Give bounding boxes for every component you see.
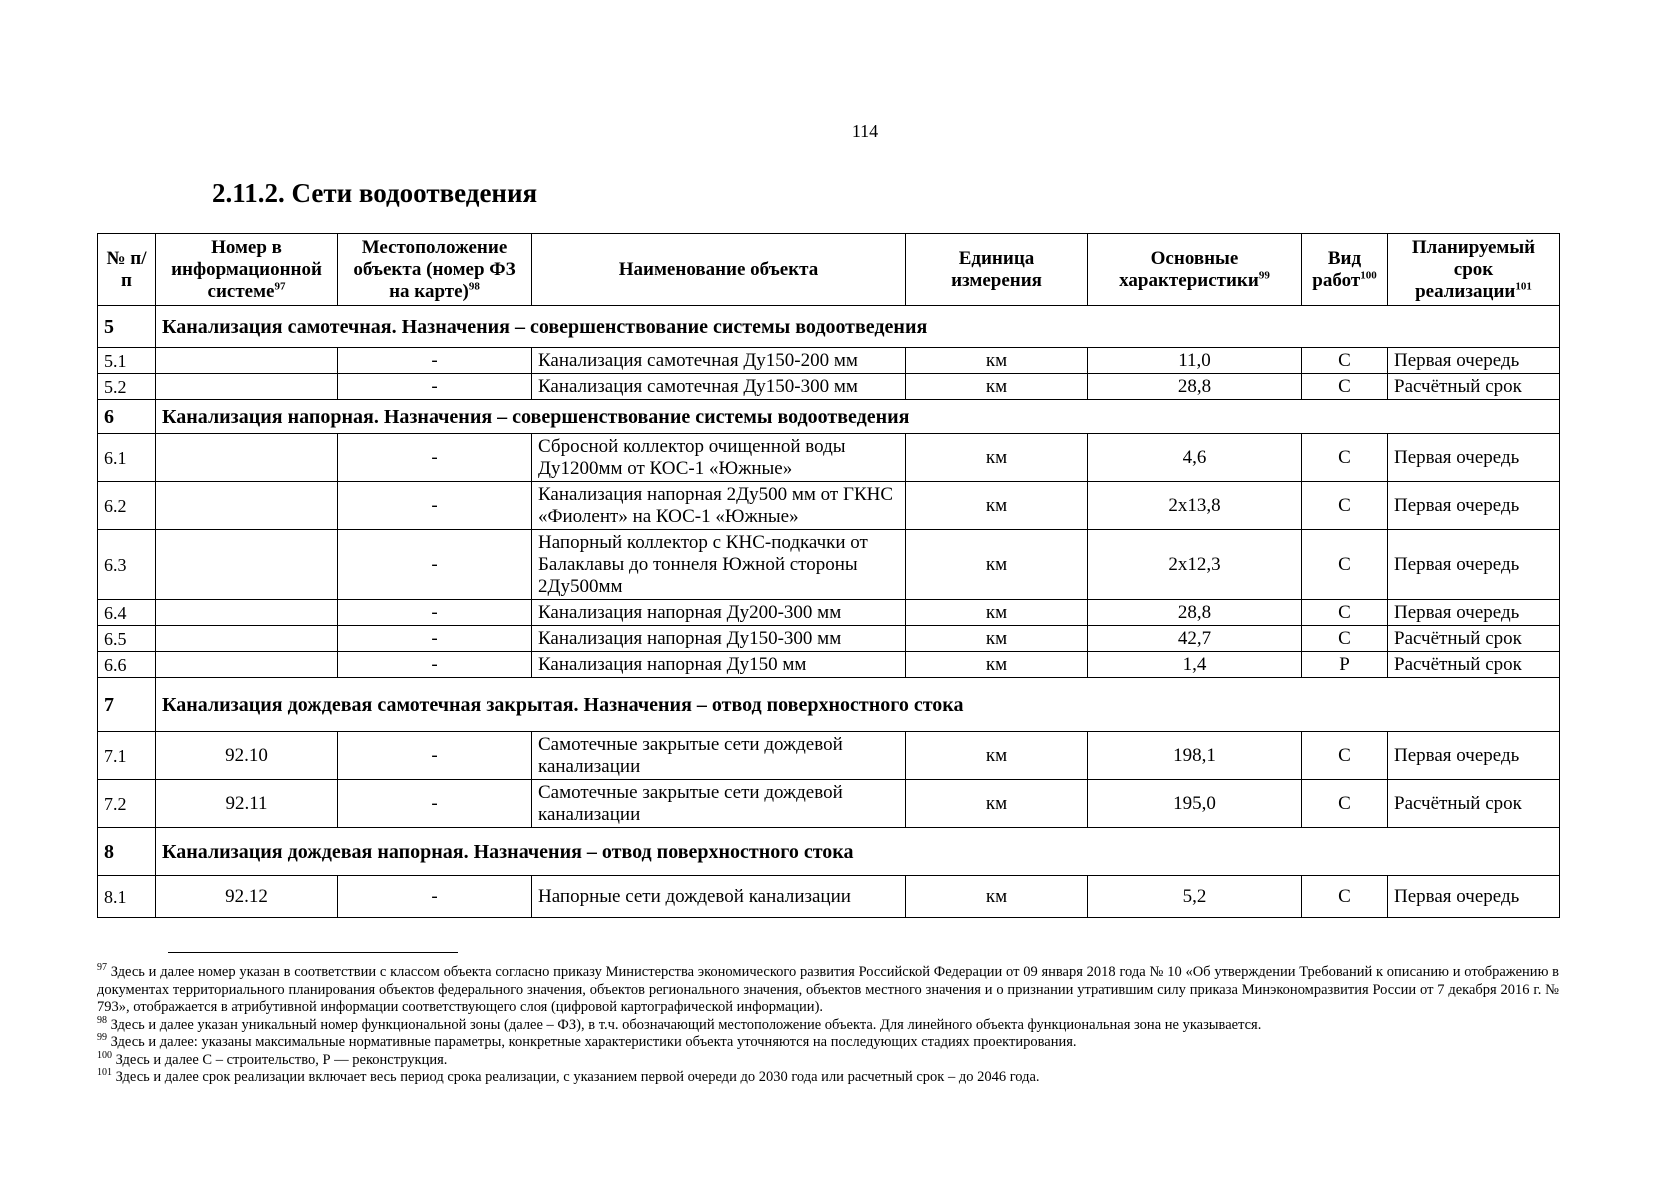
header-num: № п/п [98,234,156,306]
row-deadline: Первая очередь [1388,348,1560,374]
table-row [98,374,1560,400]
row-location: - [338,732,532,780]
row-location: - [338,482,532,530]
header-info-number: Номер в информационной системе$^{97}$ [156,234,338,306]
row-characteristics: 195,0 [1088,780,1302,828]
row-name: Самотечные закрытые сети дождевой канализации [532,732,906,780]
row-name: Канализация напорная Ду200-300 мм [532,600,906,626]
row-info: 92.10 [156,732,338,780]
row-location: - [338,530,532,600]
row-location: - [338,876,532,918]
row-name: Канализация напорная Ду150 мм [532,652,906,678]
row-info [156,348,338,374]
row-work-type: С [1302,434,1388,482]
row-unit: км [906,780,1088,828]
header-unit: Единица измерения [906,234,1088,306]
row-unit: км [906,626,1088,652]
table-row [98,348,1560,374]
row-unit: км [906,434,1088,482]
row-deadline: Первая очередь [1388,482,1560,530]
row-characteristics: 28,8 [1088,374,1302,400]
page-number: 114 [851,121,879,141]
footnote-text: Здесь и далее срок реализации включает весь период срока реализации, с указанием первой очереди до 2030 года или расчетный срок – до 2046 года. [115,1069,1040,1085]
row-work-type: С [1302,626,1388,652]
row-name: Канализация напорная 2Ду500 мм от ГКНС «Фиолент» на КОС-1 «Южные» [532,482,906,530]
row-work-type: С [1302,374,1388,400]
row-characteristics: 42,7 [1088,626,1302,652]
row-name: Напорные сети дождевой канализации [532,876,906,918]
row-num: 5.2 [98,374,156,400]
row-deadline: Расчётный срок [1388,374,1560,400]
row-info [156,374,338,400]
row-unit: км [906,732,1088,780]
row-num: 6.4 [98,600,156,626]
table-row [98,434,1560,482]
row-name: Канализация напорная Ду150-300 мм [532,626,906,652]
row-info [156,434,338,482]
row-num: 7.1 [98,732,156,780]
row-num: 5.1 [98,348,156,374]
footnote [97,1049,1559,1070]
row-work-type: С [1302,482,1388,530]
footnote-mark: 98 [97,1014,107,1026]
table-row [98,732,1560,780]
table-row [98,600,1560,626]
row-location: - [338,374,532,400]
group-row [98,828,1560,876]
row-num: 6.6 [98,652,156,678]
footnote-ref: 97 [274,280,286,293]
header-name: Наименование объекта [532,234,906,306]
header-deadline: Планируемый срок реализации$^{101}$ [1388,234,1560,306]
row-work-type: Р [1302,652,1388,678]
row-unit: км [906,600,1088,626]
row-info [156,626,338,652]
group-number: 5 [98,306,156,348]
row-name: Самотечные закрытые сети дождевой канализации [532,780,906,828]
section-title: 2.11.2. Сети водоотведения [212,178,538,208]
row-location: - [338,434,532,482]
group-title: Канализация дождевая напорная. Назначения – отвод поверхностного стока [156,828,1560,876]
table-row [98,482,1560,530]
footnote [97,964,1559,1017]
row-deadline: Расчётный срок [1388,652,1560,678]
group-number: 8 [98,828,156,876]
table-row [98,530,1560,600]
footnote-ref: 98 [468,280,480,293]
row-unit: км [906,876,1088,918]
group-title: Канализация самотечная. Назначения – совершенствование системы водоотведения [156,306,1560,348]
row-work-type: С [1302,348,1388,374]
row-num: 6.1 [98,434,156,482]
row-info [156,600,338,626]
row-work-type: С [1302,530,1388,600]
table-row [98,626,1560,652]
table-row [98,876,1560,918]
footnote-text: Здесь и далее: указаны максимальные нормативные параметры, конкретные характеристики объекта уточняются на последующих стадиях проектирования. [110,1034,1077,1050]
group-number: 6 [98,400,156,434]
row-characteristics: 2х12,3 [1088,530,1302,600]
row-unit: км [906,530,1088,600]
row-info: 92.11 [156,780,338,828]
group-title: Канализация напорная. Назначения – совершенствование системы водоотведения [156,400,1560,434]
row-characteristics: 4,6 [1088,434,1302,482]
footnote-text: Здесь и далее указан уникальный номер функциональной зоны (далее – ФЗ), в т.ч. обозначающий местоположение объекта. Для линейного объекта функциональная зона не указывается. [110,1016,1262,1033]
row-unit: км [906,348,1088,374]
row-info [156,530,338,600]
footnote-mark: 100 [97,1049,112,1061]
row-characteristics: 11,0 [1088,348,1302,374]
row-name: Напорный коллектор с КНС-подкачки от Балаклавы до тоннеля Южной стороны 2Ду500мм [532,530,906,600]
row-location: - [338,626,532,652]
row-work-type: С [1302,876,1388,918]
row-location: - [338,652,532,678]
row-name: Сбросной коллектор очищенной воды Ду1200мм от КОС-1 «Южные» [532,434,906,482]
row-deadline: Первая очередь [1388,530,1560,600]
row-info [156,482,338,530]
group-number: 7 [98,678,156,732]
row-info: 92.12 [156,876,338,918]
row-characteristics: 5,2 [1088,876,1302,918]
header-work-type: Вид работ$^{100}$ [1302,234,1388,306]
row-characteristics: 2х13,8 [1088,482,1302,530]
row-location: - [338,780,532,828]
row-characteristics: 198,1 [1088,732,1302,780]
row-work-type: С [1302,780,1388,828]
row-work-type: С [1302,732,1388,780]
row-unit: км [906,652,1088,678]
row-deadline: Первая очередь [1388,600,1560,626]
group-row [98,306,1560,348]
row-characteristics: 28,8 [1088,600,1302,626]
row-name: Канализация самотечная Ду150-300 мм [532,374,906,400]
footnote-mark: 97 [97,962,107,974]
footnote-mark: 99 [97,1032,107,1044]
water-disposal-table [97,233,1560,918]
footnotes [97,964,1559,1087]
footnote-mark: 101 [97,1067,112,1079]
footnote [97,1014,1559,1035]
footnote-ref: 100 [1360,269,1377,282]
row-num: 6.3 [98,530,156,600]
row-name: Канализация самотечная Ду150-200 мм [532,348,906,374]
header-location: Местоположение объекта (номер ФЗ на карте)$^{98}$ [338,234,532,306]
row-deadline: Первая очередь [1388,876,1560,918]
table-row [98,652,1560,678]
row-info [156,652,338,678]
footnote-ref: 99 [1258,269,1270,282]
footnote-divider [168,952,458,953]
row-deadline: Первая очередь [1388,732,1560,780]
footnote [97,1034,1559,1052]
row-characteristics: 1,4 [1088,652,1302,678]
row-location: - [338,348,532,374]
footnote-ref: 101 [1515,280,1532,293]
footnote [97,1069,1559,1087]
group-title: Канализация дождевая самотечная закрытая. Назначения – отвод поверхностного стока [156,678,1560,732]
row-num: 8.1 [98,876,156,918]
table-row [98,780,1560,828]
row-work-type: С [1302,600,1388,626]
row-unit: км [906,374,1088,400]
row-location: - [338,600,532,626]
table-header-row [98,234,1560,306]
row-deadline: Расчётный срок [1388,780,1560,828]
row-unit: км [906,482,1088,530]
group-row [98,678,1560,732]
row-num: 6.2 [98,482,156,530]
header-characteristics: Основные характеристики$^{99}$ [1088,234,1302,306]
group-row [98,400,1560,434]
row-deadline: Первая очередь [1388,434,1560,482]
row-num: 6.5 [98,626,156,652]
row-deadline: Расчётный срок [1388,626,1560,652]
footnote-text: Здесь и далее номер указан в соответствии с классом объекта согласно приказу Министерства экономического развития Российской Федерации от 09 января 2018 года № 10 «Об утверждении Требований к описанию и отображению в документах территориального планирования объектов федерального значения, объектов регионального значения, объектов местного значения и о признании утратившим силу приказа Минэкономразвития России от 7 декабря 2016 г. № 793», отображается в атрибутивной информации соответствующего слоя (цифровой картографической информации). [97,964,1560,1015]
row-num: 7.2 [98,780,156,828]
footnote-text: Здесь и далее С – строительство, Р — реконструкция. [115,1051,448,1068]
